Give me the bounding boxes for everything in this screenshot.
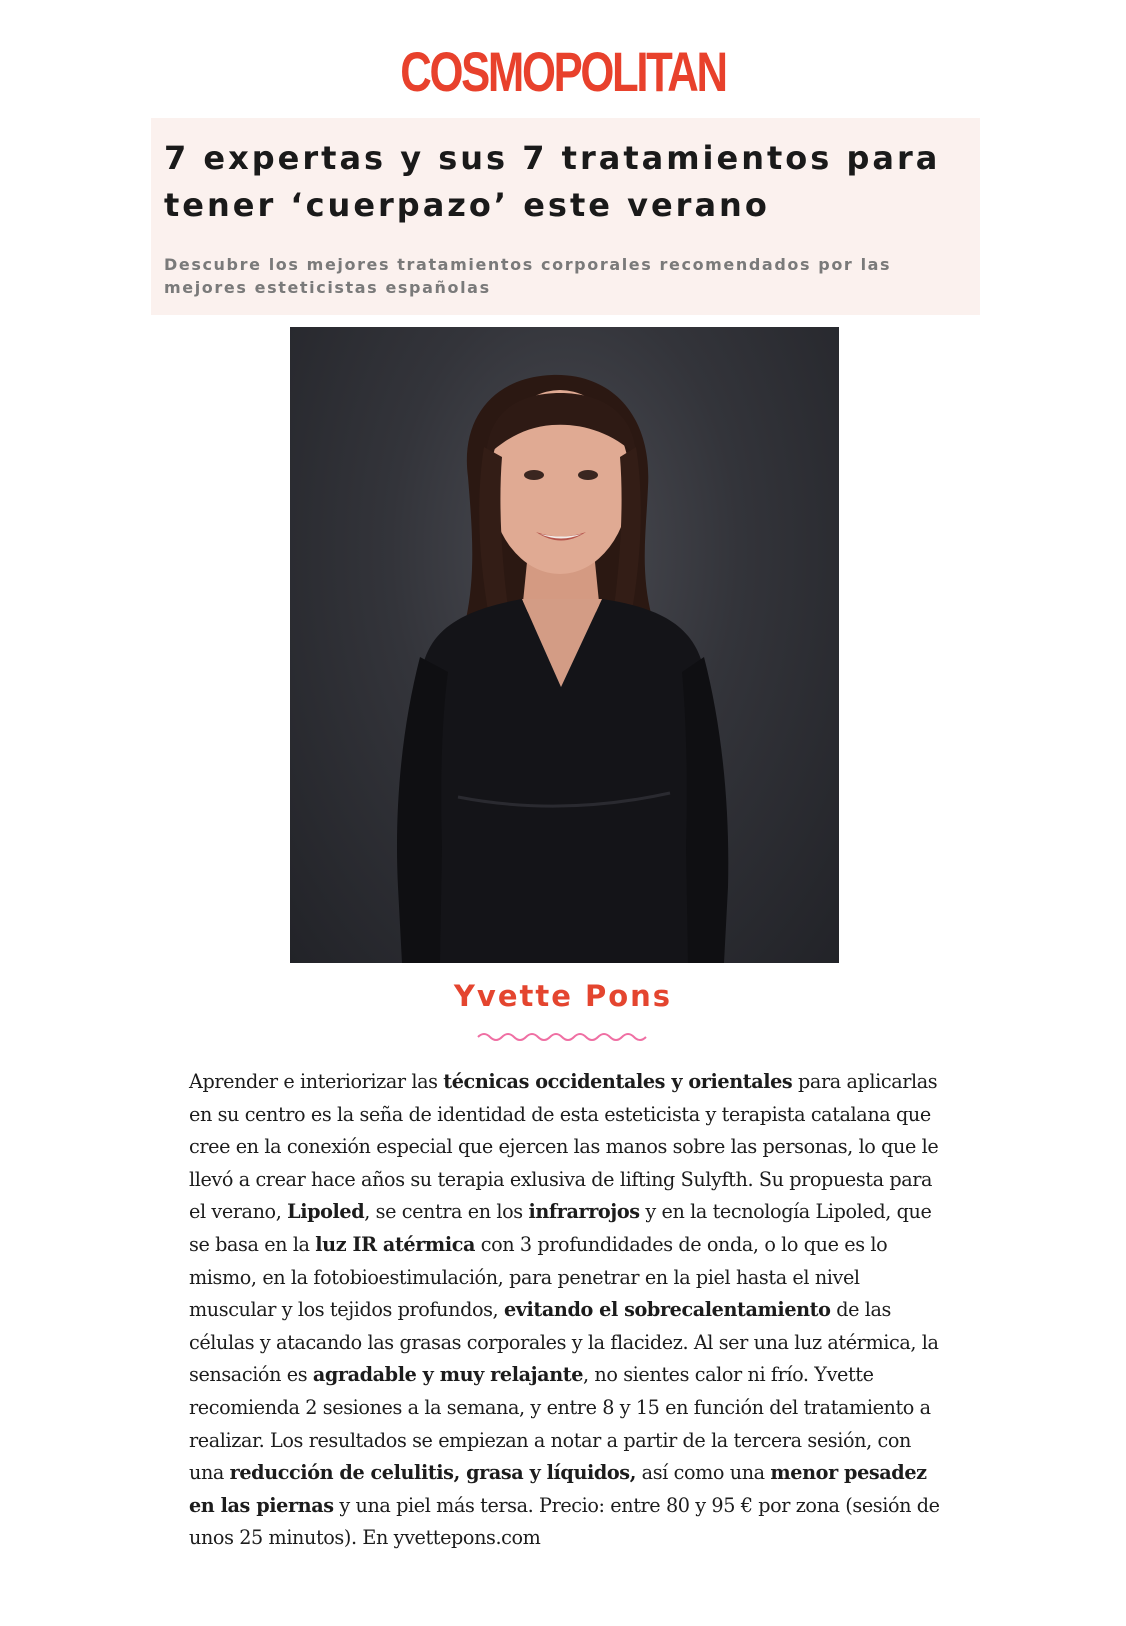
- expert-name: Yvette Pons: [453, 979, 673, 1013]
- body-text-run: así como una: [635, 1461, 771, 1485]
- expert-portrait-photo: [290, 327, 839, 963]
- body-text-bold-run: infrarrojos: [528, 1200, 640, 1224]
- body-text-bold-run: menor pesadez en las piernas: [189, 1461, 927, 1517]
- body-text-run: y una piel más tersa. Precio: entre 80 y 95 € por zona (sesión de unos 25 minutos). En yvettepons.com: [189, 1493, 940, 1550]
- body-text-run: de las células y atacando las grasas corporales y la flacidez. Al ser una luz atérmica, la sensación es: [189, 1298, 939, 1387]
- body-text-run: y en la tecnología Lipoled, que se basa en la: [189, 1200, 932, 1256]
- article-headline: 7 expertas y sus 7 tratamientos para tener ‘cuerpazo’ este verano: [164, 139, 941, 224]
- body-text-bold-run: luz IR atérmica: [315, 1232, 476, 1256]
- body-text-bold-run: agradable y muy relajante: [312, 1363, 584, 1387]
- article-dek: Descubre los mejores tratamientos corporales recomendados por las mejores esteticistas españolas: [164, 255, 892, 297]
- body-text-bold-run: evitando el sobrecalentamiento: [503, 1298, 831, 1322]
- wave-divider-icon: [476, 1030, 650, 1044]
- body-text-run: para aplicarlas en su centro es la seña de identidad de esta esteticista y terapista catalana que cree en la conexión especial que ejercen las manos sobre las personas, lo que le llevó a crear hace años su terapia exlusiva de lifting Sulyfth. Su propuesta para el verano,: [189, 1070, 939, 1224]
- headline-box: [151, 118, 980, 315]
- body-text-bold-run: reducción de celulitis, grasa y líquidos,: [229, 1461, 636, 1485]
- body-text-bold-run: técnicas occidentales y orientales: [443, 1070, 793, 1093]
- article-body-text: [189, 1066, 951, 1555]
- body-text-run: , se centra en los: [364, 1200, 529, 1224]
- cosmopolitan-logo[interactable]: COSMOPOLITAN: [400, 40, 726, 103]
- body-text-run: , no sientes calor ni frío. Yvette recomienda 2 sesiones a la semana, y entre 8 y 15 en función del tratamiento a realizar. Los resultados se empiezan a notar a partir de la tercera sesión, con una: [189, 1363, 931, 1485]
- body-text-run: Aprender e interiorizar las: [189, 1070, 444, 1093]
- body-text-run: con 3 profundidades de onda, o lo que es lo mismo, en la fotobioestimulación, para penetrar en la piel hasta el nivel muscular y los tejidos profundos,: [189, 1232, 888, 1322]
- body-text-bold-run: Lipoled: [287, 1200, 365, 1224]
